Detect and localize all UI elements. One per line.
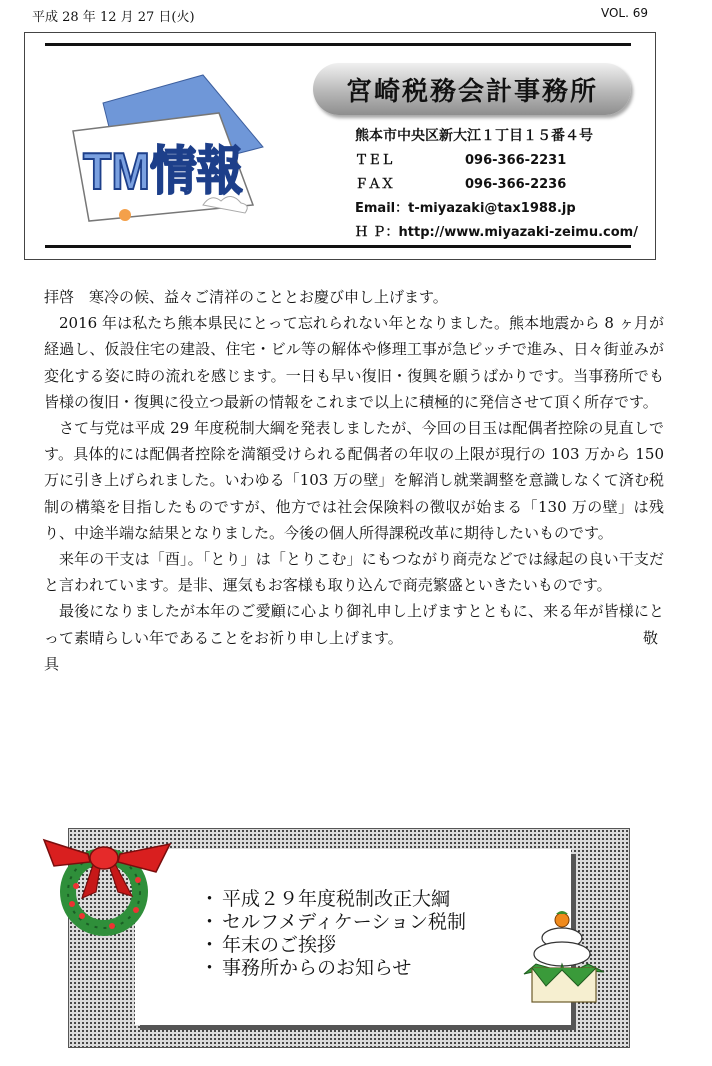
tel-label: ＴＥＬ [355,153,395,168]
paragraph-earthquake: 2016 年は私たち熊本県民にとって忘れられない年となりました。熊本地震から 8 ヶ月が経過し、仮設住宅の建設、住宅・ビル等の解体や修理工事が急ピッチで進み、日々街並みが変化する姿に時の流れを感じます。一日も早い復旧・復興を願うばかりです。当事務所でも皆様の復旧・復興に役立つ最新の情報をこれまで以上に積極的に発信させて頂く所存です。 [44,314,664,411]
wreath-icon [32,818,182,938]
contents-item[interactable]: ・ 年末のご挨拶 [200,934,466,957]
greeting: 拝啓 寒冷の候、益々ご清祥のこととお慶び申し上げます。 [44,288,448,306]
paragraph-tax-reform: さて与党は平成 29 年度税制大綱を発表しましたが、今回の目玉は配偶者控除の見直しです。具体的には配偶者控除を満額受けられる配偶者の年収の上限が現行の 103 万から 150 万に引き上げられました。いわゆる「103 万の壁」を解消し就業調整を意識しなくて済む税制の構築を目指したものですが、他方では社会保険料の徴収が始まる「130 万の壁」は残り、中途半端な結果となりました。今後の個人所得課税改革に期待したいものです。 [44,419,664,542]
letter-body [44,284,664,677]
office-name: 宮崎税務会計事務所 [313,63,631,115]
contents-item[interactable]: ・ セルフメディケーション税制 [200,911,466,934]
tel-number: 096-366-2231 [465,153,567,168]
issue-date: 平成 28 年 12 月 27 日(火) [32,10,195,25]
fax-number: 096-366-2236 [465,177,567,192]
logo-text: TM情報 [83,143,243,201]
office-address: 熊本市中央区新大江１丁目１５番４号 [355,128,593,144]
masthead-rule-bottom [45,245,631,248]
email-link[interactable]: Email：t-miyazaki@tax1988.jp [355,201,576,216]
website-link[interactable]: Ｈ Ｐ：http://www.miyazaki-zeimu.com/ [355,225,638,240]
masthead [24,32,656,260]
top-line [32,6,648,25]
contents-item[interactable]: ・ 平成２９年度税制改正大綱 [200,888,466,911]
closing-text: 最後になりましたが本年のご愛顧に心より御礼申し上げますとともに、来る年が皆様にとって素晴らしい年であることをお祈り申し上げます。 [44,602,664,647]
fax-row [355,173,566,192]
paragraph-closing [44,598,664,650]
tm-logo [53,55,313,241]
volume-number: VOL. 69 [600,6,648,20]
kagami-mochi-icon [516,910,616,1020]
masthead-rule-top [45,43,631,46]
logo-sun-icon [119,209,131,221]
tel-row [355,149,566,168]
fax-label: ＦＡＸ [355,177,395,192]
paragraph-zodiac: 来年の干支は「酉」。「とり」は「とりこむ」にもつながり商売などでは縁起の良い干支だと言われています。是非、運気もお客様も取り込んで商売繁盛といきたいものです。 [44,550,664,595]
closing-kei: 敬 [642,628,658,647]
closing-gu: 具 [44,654,60,673]
contents-list [200,888,466,980]
contents-item[interactable]: ・ 事務所からのお知らせ [200,957,466,980]
